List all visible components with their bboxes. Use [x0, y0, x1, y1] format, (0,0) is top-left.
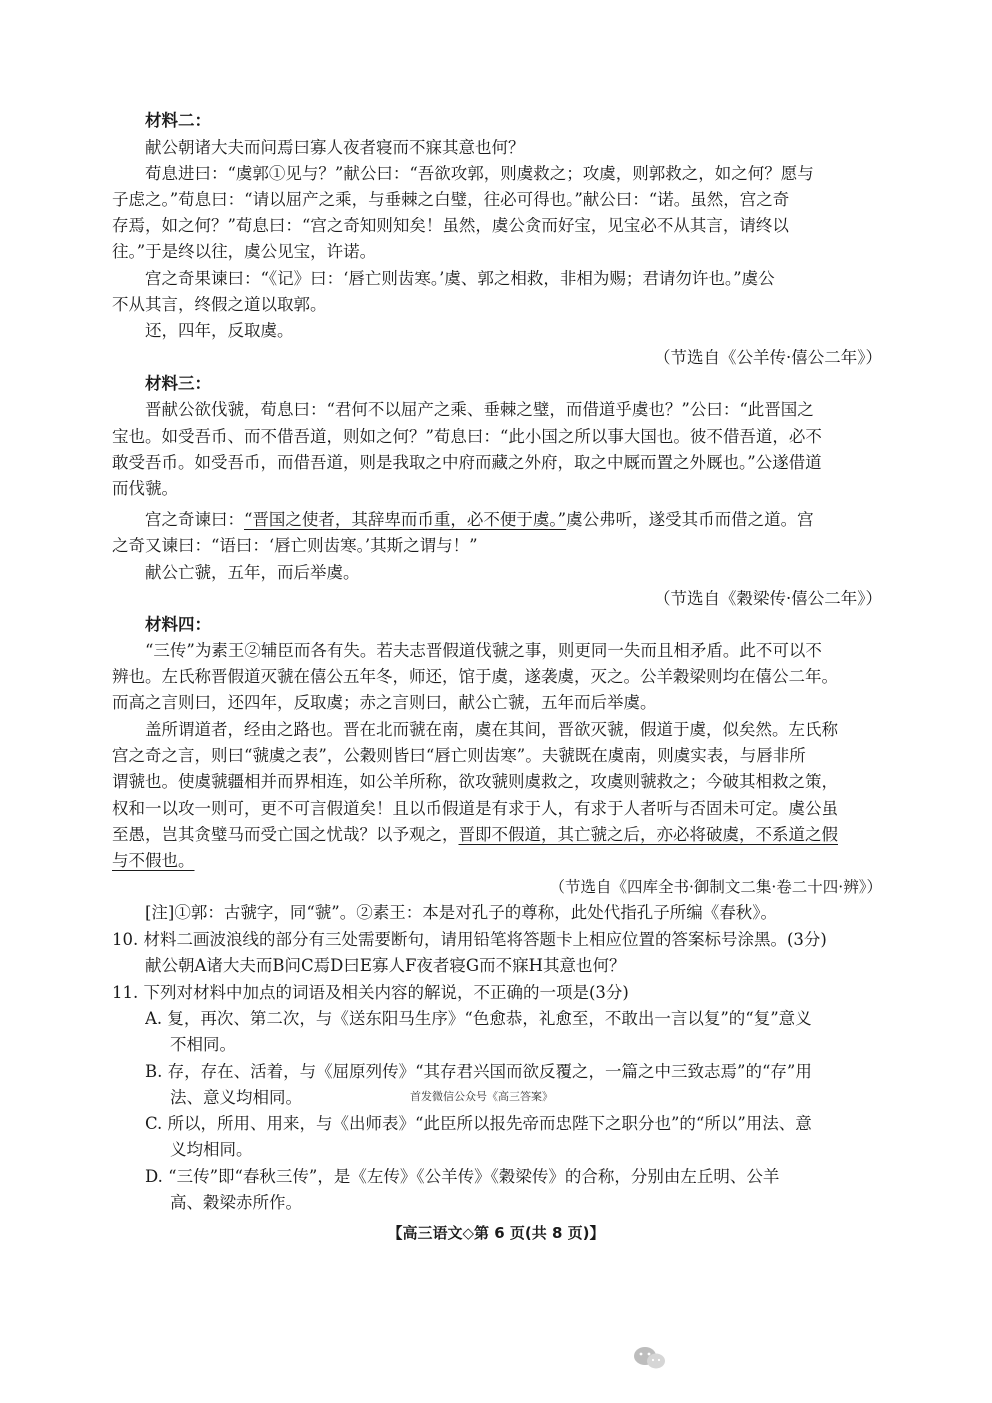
- material-4-line: 宫之奇之言，则曰“虢虞之表”，公穀则皆曰“唇亡则齿寒”。夫虢既在虞南，则虞实表，与唇非所: [112, 746, 806, 765]
- annotation-note: [注]①郭：古虢字，同“虢”。②素王：本是对孔子的尊称，此处代指孔子所编《春秋》。: [145, 903, 777, 922]
- text-span: 至愚，岂其贪璧马而受亡国之忧哉？以予观之，: [112, 825, 459, 844]
- material-4-line: 盖所谓道者，经由之路也。晋在北而虢在南，虞在其间，晋欲灭虢，假道于虞，似矣然。左氏称: [145, 720, 838, 739]
- material-3-line: 献公亡虢，五年，而后举虞。: [145, 563, 360, 582]
- option-c: C. 所以，所用、用来，与《出师表》“此臣所以报先帝而忠陛下之职分也”的“所以”用法、意: [145, 1114, 812, 1133]
- material-3-source: （节选自《穀梁传·僖公二年》）: [654, 589, 882, 608]
- material-2-line: 往。”于是终以往，虞公见宝，许诺。: [112, 242, 377, 261]
- watermark-text: 首发微信公众号《高三答案》: [410, 1090, 553, 1103]
- material-2-line: 不从其言，终假之道以取郭。: [112, 295, 327, 314]
- option-b-cont: 法、意义均相同。: [170, 1088, 302, 1107]
- material-2-heading: 材料二：: [145, 111, 211, 130]
- material-2-line: 子虑之。”荀息曰：“请以屈产之乘，与垂棘之白璧，往必可得也。”献公曰：“诺。虽然，宫之奇: [112, 190, 790, 209]
- material-3-line: 晋献公欲伐虢，荀息曰：“君何不以屈产之乘、垂棘之璧，而借道乎虞也？”公曰：“此晋国之: [145, 400, 814, 419]
- question-11-stem: 11. 下列对材料中加点的词语及相关内容的解说，不正确的一项是(3分): [112, 983, 629, 1002]
- material-2-line: 献公朝诸大夫而问焉曰寡人夜者寝而不寐其意也何？: [145, 138, 525, 157]
- option-d-cont: 高、穀梁赤所作。: [170, 1193, 302, 1212]
- underlined-text: 晋即不假道，其亡虢之后，亦必将破虞，不系道之假: [458, 825, 838, 844]
- material-4-line: 辨也。左氏称晋假道灭虢在僖公五年冬，师还，馆于虞，遂袭虞，灭之。公羊穀梁则均在僖公二年。: [112, 667, 838, 686]
- option-a-cont: 不相同。: [170, 1035, 236, 1054]
- material-2-line: 还，四年，反取虞。: [145, 321, 294, 340]
- option-d: D. “三传”即“春秋三传”，是《左传》《公羊传》《穀梁传》的合称，分别由左丘明、公羊: [145, 1167, 780, 1186]
- material-4-line: 而高之言则曰，还四年，反取虞；赤之言则曰，献公亡虢，五年而后举虞。: [112, 693, 657, 712]
- material-3-line: 敢受吾币。如受吾币，而借吾道，则是我取之中府而藏之外府，取之中厩而置之外厩也。”公遂借道: [112, 453, 822, 472]
- option-b: B. 存，存在、活着，与《屈原列传》“其存君兴国而欲反覆之，一篇之中三致志焉”的“存”用: [145, 1062, 812, 1081]
- text-span: 宫之奇谏曰：: [145, 510, 244, 529]
- option-c-cont: 义均相同。: [170, 1140, 253, 1159]
- material-4-line: 谓虢也。使虞虢疆相并而界相连，如公羊所称，欲攻虢则虞救之，攻虞则虢救之；今破其相救之策，: [112, 772, 838, 791]
- material-4-line: [112, 848, 882, 874]
- material-3-line: 宝也。如受吾币、而不借吾道，则如之何？”荀息曰：“此小国之所以事大国也。彼不借吾道，必不: [112, 427, 822, 446]
- material-3-line: [145, 507, 882, 533]
- material-2-source: （节选自《公羊传·僖公二年》）: [654, 348, 882, 367]
- question-10-stem: 10. 材料二画波浪线的部分有三处需要断句，请用铅笔将答题卡上相应位置的答案标号涂黑。(3分): [112, 930, 827, 949]
- text-span: 虞公弗听，遂受其币而借之道。宫: [566, 510, 814, 529]
- material-3-heading: 材料三：: [145, 374, 211, 393]
- material-2-line: 存焉，如之何？”荀息曰：“宫之奇知则知矣！虽然，虞公贪而好宝，见宝必不从其言，请终以: [112, 216, 789, 235]
- underlined-text: 与不假也。: [112, 851, 195, 870]
- material-3-line: 之奇又谏曰：“语曰：‘唇亡则齿寒。’其斯之谓与！”: [112, 536, 478, 555]
- material-4-heading: 材料四：: [145, 615, 211, 634]
- question-10-sentence: 献公朝A诸大夫而B问C焉D曰E寡人F夜者寝G而不寐H其意也何？: [145, 956, 626, 975]
- material-2-line: 宫之奇果谏曰：“《记》曰：‘唇亡则齿寒。’虞、郭之相救，非相为赐；君请勿许也。”虞公: [145, 269, 775, 288]
- material-4-source: （节选自《四库全书·御制文二集·卷二十四·辨》）: [549, 878, 882, 896]
- page-footer: 【高三语文◇第 6 页(共 8 页)】: [387, 1224, 605, 1242]
- material-4-line: 权和一以攻一则可，更不可言假道矣！且以币假道是有求于人，有求于人者听与否固未可定。虞公虽: [112, 799, 838, 818]
- option-a: A. 复，再次、第二次，与《送东阳马生序》“色愈恭，礼愈至，不敢出一言以复”的“复”意义: [145, 1009, 812, 1028]
- material-4-line: [112, 822, 882, 848]
- material-2-line: 荀息进曰：“虞郭①见与？”献公曰：“吾欲攻郭，则虞救之；攻虞，则郭救之，如之何？愿与: [145, 164, 814, 183]
- wechat-icon: [630, 1344, 670, 1372]
- underlined-text: “晋国之使者，其辞卑而币重，必不便于虞。”: [244, 510, 567, 529]
- material-4-line: “三传”为素王②辅臣而各有失。若夫志晋假道伐虢之事，则更同一失而且相矛盾。此不可以不: [145, 641, 822, 660]
- material-3-line: 而伐虢。: [112, 479, 178, 498]
